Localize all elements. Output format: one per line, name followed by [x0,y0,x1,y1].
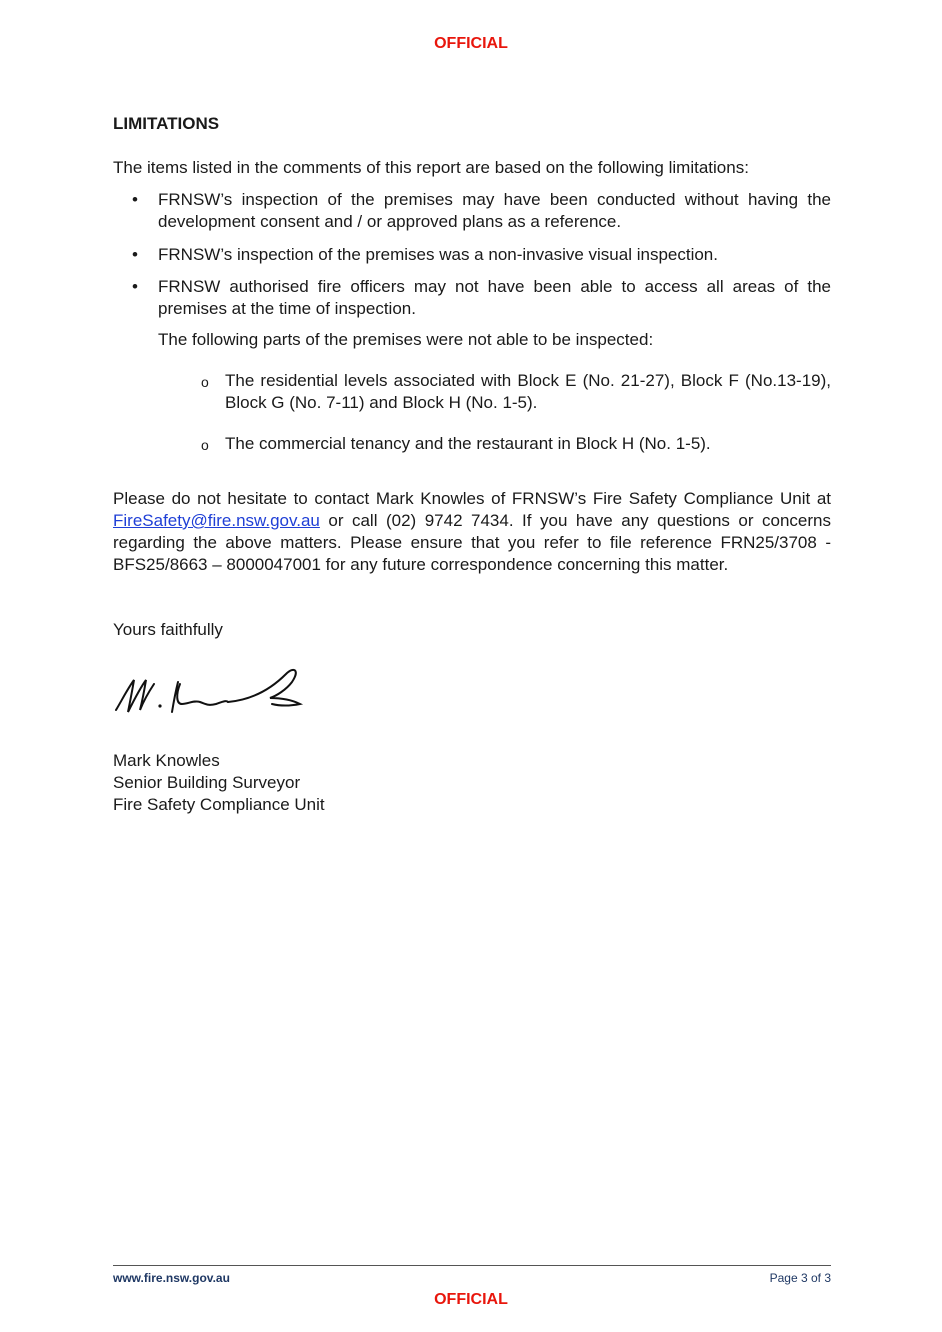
bullet-icon: • [132,190,138,209]
sub-list-text: The residential levels associated with Block E (No. 21-27), Block F (No.13-19), Block G (No. 7-11) and Block H (No. 1-5). [225,371,831,412]
bullet-text: FRNSW authorised fire officers may not have been able to access all areas of the premises at the time of inspection. [158,277,831,318]
intro-paragraph: The items listed in the comments of this report are based on the following limitations: [113,158,749,177]
footer-website-link[interactable]: www.fire.nsw.gov.au [113,1271,230,1285]
bullet-icon: • [132,245,138,264]
signature-image [110,660,310,720]
classification-footer: OFFICIAL [434,1291,508,1308]
email-link[interactable]: FireSafety@fire.nsw.gov.au [113,511,320,530]
section-heading: LIMITATIONS [113,114,220,133]
not-inspected-intro: The following parts of the premises were not able to be inspected: [158,330,654,349]
bullet-text: FRNSW’s inspection of the premises was a non-invasive visual inspection. [158,245,718,264]
sub-list-text: The commercial tenancy and the restaurant in Block H (No. 1-5). [225,434,711,453]
signatory-name: Mark Knowles [113,751,220,770]
bullet-icon: • [132,277,138,296]
bullet-text: FRNSW’s inspection of the premises may have been conducted without having the development consent and / or approved plans as a reference. [158,190,831,231]
contact-paragraph [113,488,831,576]
circle-bullet-icon: o [201,374,209,390]
footer-divider [113,1265,831,1266]
contact-text-after: or call (02) 9742 7434. If you have any questions or concerns regarding the above matters. Please ensure that you refer to file reference FRN25/3708 - BFS25/8663 – 8000047001 for any future correspondence concerning this matter. [113,511,831,574]
footer-page-number: Page 3 of 3 [769,1271,831,1285]
signatory-title: Senior Building Surveyor [113,773,301,792]
classification-header: OFFICIAL [434,35,508,52]
signatory-unit: Fire Safety Compliance Unit [113,795,325,814]
contact-text-before: Please do not hesitate to contact Mark Knowles of FRNSW’s Fire Safety Compliance Unit at [113,489,831,508]
circle-bullet-icon: o [201,437,209,453]
closing-salutation: Yours faithfully [113,620,223,639]
